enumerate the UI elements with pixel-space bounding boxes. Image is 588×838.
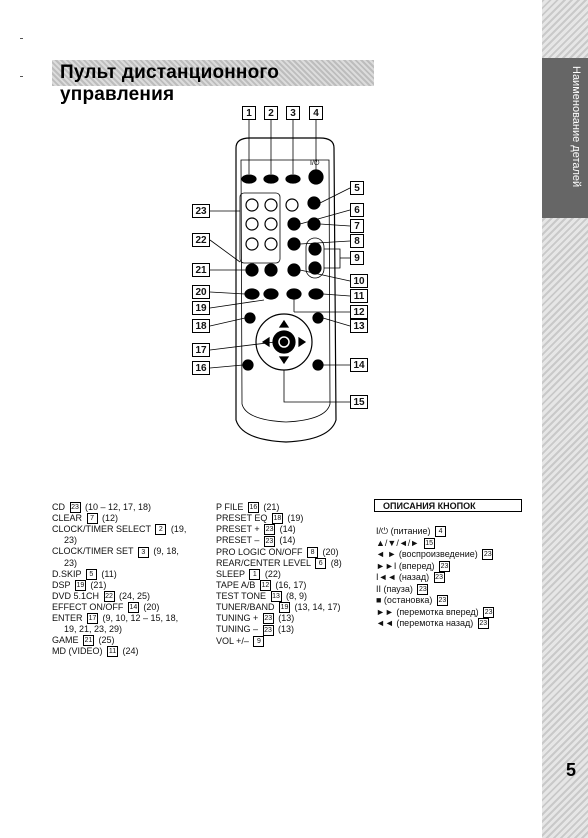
list-item bbox=[216, 558, 342, 569]
callout-10: 10 bbox=[350, 274, 368, 288]
callout-8: 8 bbox=[350, 234, 364, 248]
callout-16: 16 bbox=[192, 361, 210, 375]
list-item-label: CD bbox=[52, 502, 68, 512]
callout-5: 5 bbox=[350, 181, 364, 195]
rear-center-button bbox=[288, 218, 300, 230]
callout-19: 19 bbox=[192, 301, 210, 315]
ref-box: 13 bbox=[272, 593, 280, 601]
ref-box: 12 bbox=[261, 582, 270, 589]
ref-box: 23 bbox=[479, 620, 488, 628]
md-video-button bbox=[288, 264, 300, 276]
next-button bbox=[265, 238, 277, 250]
ref-box: 23 bbox=[419, 585, 427, 593]
list-item-label: MD (VIDEO) bbox=[52, 646, 105, 657]
list-item-label: P FILE bbox=[216, 502, 246, 512]
ref-box: 17 bbox=[88, 615, 97, 623]
list-item-label: DSP bbox=[52, 579, 73, 590]
callout-1: 1 bbox=[242, 106, 256, 120]
row-btn-d bbox=[309, 289, 323, 299]
list-item-label: ►► (перемотка вперед) bbox=[376, 606, 482, 617]
button-index-col1 bbox=[52, 502, 186, 657]
list-item bbox=[52, 580, 186, 591]
list-item-pages: (8, 9) bbox=[283, 591, 308, 601]
list-item-label: 23) bbox=[64, 535, 78, 546]
ref-box: 23 bbox=[484, 608, 493, 616]
ref-box: 19 bbox=[280, 604, 289, 612]
enter-button bbox=[273, 331, 295, 353]
ref-box: 18 bbox=[273, 515, 282, 523]
ref-box: 5 bbox=[86, 569, 97, 580]
ref-box: 22 bbox=[105, 592, 113, 600]
list-item-pages: (9, 10, 12 – 15, 18, bbox=[100, 613, 179, 623]
callout-12: 12 bbox=[350, 305, 368, 319]
clock-select-button bbox=[264, 175, 278, 183]
page-number: 5 bbox=[565, 760, 576, 780]
ref-box: 23 bbox=[71, 504, 79, 512]
ref-box: 19 bbox=[76, 581, 85, 589]
list-item bbox=[376, 572, 496, 584]
list-item bbox=[52, 624, 186, 635]
list-item-label: ENTER bbox=[52, 613, 86, 623]
ref-box: 23 bbox=[483, 551, 492, 559]
ref-box: 7 bbox=[87, 513, 98, 524]
list-item bbox=[52, 602, 186, 613]
callout-17: 17 bbox=[192, 343, 210, 357]
power-symbol: I/⏻ bbox=[310, 160, 320, 167]
side-label: Наименование деталей bbox=[570, 66, 582, 188]
p-file-button bbox=[243, 360, 253, 370]
list-item-label: REAR/CENTER LEVEL bbox=[216, 557, 314, 568]
ref-box: 23 bbox=[264, 615, 273, 623]
stop-button bbox=[286, 199, 298, 211]
list-item-pages: (11) bbox=[98, 568, 117, 579]
list-item-label: PRESET + bbox=[216, 524, 263, 535]
list-item-pages: (19, bbox=[168, 524, 187, 535]
list-item-pages: (9, 18, bbox=[150, 546, 179, 557]
pause-button bbox=[265, 199, 277, 211]
list-item bbox=[216, 613, 342, 624]
list-item bbox=[52, 591, 186, 602]
button-index-col2 bbox=[216, 502, 342, 647]
list-item bbox=[52, 635, 186, 646]
ref-box: 16 bbox=[249, 504, 258, 512]
tape-ab-button bbox=[287, 289, 301, 299]
list-item-pages: (20) bbox=[320, 546, 339, 557]
ref-box: 9 bbox=[253, 636, 264, 647]
list-item bbox=[376, 607, 496, 619]
list-item-label: EFFECT ON/OFF bbox=[52, 601, 126, 612]
buttons-description-header: ОПИСАНИЯ КНОПОК bbox=[374, 499, 522, 512]
vol-up-button bbox=[309, 243, 321, 255]
list-item bbox=[52, 535, 186, 546]
row-btn-b bbox=[264, 289, 278, 299]
list-item-label: ■ (остановка) bbox=[376, 595, 435, 605]
list-item-label: I/⏻ (питание) bbox=[376, 526, 434, 536]
rew-button bbox=[246, 218, 258, 230]
list-item-label: SLEEP bbox=[216, 568, 248, 579]
list-item bbox=[216, 569, 342, 580]
pro-logic-button bbox=[288, 238, 300, 250]
test-tone-button bbox=[313, 313, 323, 323]
list-item bbox=[52, 646, 186, 657]
list-item-pages: (21) bbox=[260, 502, 280, 512]
list-item-pages: (8) bbox=[328, 557, 342, 568]
play-button bbox=[246, 199, 258, 211]
power-button bbox=[309, 170, 323, 184]
callout-9: 9 bbox=[350, 251, 364, 265]
list-item bbox=[52, 513, 186, 524]
callout-7: 7 bbox=[350, 219, 364, 233]
ref-box: 23 bbox=[264, 626, 272, 634]
button-symbol-list bbox=[376, 526, 496, 630]
list-item-label: TUNING + bbox=[216, 613, 261, 624]
list-item-label: CLOCK/TIMER SET bbox=[52, 546, 136, 557]
callout-2: 2 bbox=[264, 106, 278, 120]
list-item-label: ▲/▼/◄/► bbox=[376, 537, 422, 548]
list-item-pages: (22) bbox=[262, 568, 281, 579]
callout-21: 21 bbox=[192, 263, 210, 277]
list-item bbox=[216, 513, 342, 524]
dskip-button bbox=[308, 197, 320, 209]
list-item bbox=[52, 524, 186, 535]
row-btn-a bbox=[245, 289, 259, 299]
list-item bbox=[216, 547, 342, 558]
list-item-label: TUNER/BAND bbox=[216, 602, 278, 613]
ref-box: 23 bbox=[265, 526, 274, 534]
sleep-button bbox=[242, 175, 256, 183]
list-item bbox=[376, 549, 496, 561]
list-item-label: TUNING – bbox=[216, 624, 261, 635]
list-item bbox=[376, 595, 496, 607]
list-item bbox=[52, 558, 186, 569]
list-item bbox=[376, 538, 496, 550]
game-button bbox=[246, 264, 258, 276]
page-title: Пульт дистанционного управления bbox=[60, 62, 280, 105]
list-item-pages: (24) bbox=[120, 646, 139, 657]
callout-18: 18 bbox=[192, 319, 210, 333]
ref-box: 14 bbox=[129, 604, 138, 611]
callout-22: 22 bbox=[192, 233, 210, 247]
list-item-pages: (24, 25) bbox=[116, 590, 151, 601]
list-item bbox=[216, 580, 342, 591]
list-item-pages: (13) bbox=[275, 613, 295, 624]
ref-box: 21 bbox=[84, 637, 93, 645]
list-item bbox=[52, 502, 186, 513]
list-item-label: CLEAR bbox=[52, 513, 85, 524]
ff-button bbox=[265, 218, 277, 230]
list-item-label: D.SKIP bbox=[52, 568, 84, 579]
list-item-pages: (25) bbox=[96, 635, 115, 646]
list-item bbox=[52, 569, 186, 580]
ref-box: 15 bbox=[425, 539, 434, 547]
callout-23: 23 bbox=[192, 204, 210, 218]
list-item-pages: (12) bbox=[99, 513, 119, 524]
list-item-label: PRESET EQ bbox=[216, 513, 270, 524]
ref-box: 6 bbox=[315, 558, 326, 569]
list-item-label: I◄◄ (назад) bbox=[376, 572, 432, 582]
list-item-pages: (14) bbox=[277, 524, 296, 535]
prev-button bbox=[246, 238, 258, 250]
list-item-label: ►►I (вперед) bbox=[376, 560, 438, 571]
callout-20: 20 bbox=[192, 285, 210, 299]
ref-box: 1 bbox=[249, 569, 260, 580]
list-item-pages: (13, 14, 17) bbox=[292, 602, 341, 613]
list-item bbox=[216, 502, 342, 513]
ref-box: 4 bbox=[435, 526, 446, 537]
list-item-label: II (пауза) bbox=[376, 583, 416, 594]
list-item bbox=[216, 524, 342, 535]
ref-box: 23 bbox=[435, 574, 443, 582]
callout-14: 14 bbox=[350, 358, 368, 372]
list-item bbox=[376, 561, 496, 573]
list-item-label: TEST TONE bbox=[216, 591, 269, 601]
ref-box: 23 bbox=[440, 562, 449, 570]
list-item bbox=[216, 636, 342, 647]
dvd51-button bbox=[265, 264, 277, 276]
callout-6: 6 bbox=[350, 203, 364, 217]
list-item-label: CLOCK/TIMER SELECT bbox=[52, 524, 154, 535]
list-item-pages: (13) bbox=[275, 624, 295, 635]
list-item-pages: (14) bbox=[276, 535, 296, 546]
list-item-label: 19, 21, 23, 29) bbox=[64, 624, 123, 635]
callout-13: 13 bbox=[350, 319, 368, 333]
list-item-pages: (16, 17) bbox=[272, 579, 307, 590]
list-item-label: DVD 5.1CH bbox=[52, 590, 102, 601]
list-item bbox=[376, 584, 496, 596]
list-item-label: PRESET – bbox=[216, 535, 262, 546]
list-item bbox=[52, 546, 186, 557]
ref-box: 3 bbox=[138, 547, 149, 558]
list-item-label: ◄◄ (перемотка назад) bbox=[376, 618, 476, 628]
ref-box: 8 bbox=[307, 547, 318, 558]
callout-3: 3 bbox=[286, 106, 300, 120]
list-item-label: TAPE A/B bbox=[216, 579, 258, 590]
ref-box: 23 bbox=[265, 537, 274, 545]
callout-15: 15 bbox=[350, 395, 368, 409]
clock-set-button bbox=[286, 175, 300, 183]
list-item-pages: (10 – 12, 17, 18) bbox=[82, 502, 152, 512]
list-item bbox=[376, 526, 496, 538]
list-item bbox=[216, 591, 342, 602]
callout-11: 11 bbox=[350, 289, 368, 303]
ref-box: 23 bbox=[438, 597, 447, 605]
effect-button bbox=[313, 360, 323, 370]
list-item bbox=[216, 602, 342, 613]
list-item-pages: (20) bbox=[140, 601, 160, 612]
list-item-label: VOL +/– bbox=[216, 635, 252, 646]
list-item bbox=[216, 535, 342, 546]
list-item-pages: (21) bbox=[87, 579, 107, 590]
list-item bbox=[52, 613, 186, 624]
list-item-label: PRO LOGIC ON/OFF bbox=[216, 546, 306, 557]
list-item bbox=[376, 618, 496, 630]
ref-box: 11 bbox=[108, 648, 117, 656]
list-item-label: ◄ ► (воспроизведение) bbox=[376, 549, 481, 559]
ref-box: 2 bbox=[155, 524, 166, 535]
list-item-label: 23) bbox=[64, 557, 78, 568]
list-item bbox=[216, 624, 342, 635]
list-item-label: GAME bbox=[52, 635, 82, 646]
callout-4: 4 bbox=[309, 106, 323, 120]
preset-eq-button bbox=[245, 313, 255, 323]
list-item-pages: (19) bbox=[284, 513, 304, 524]
